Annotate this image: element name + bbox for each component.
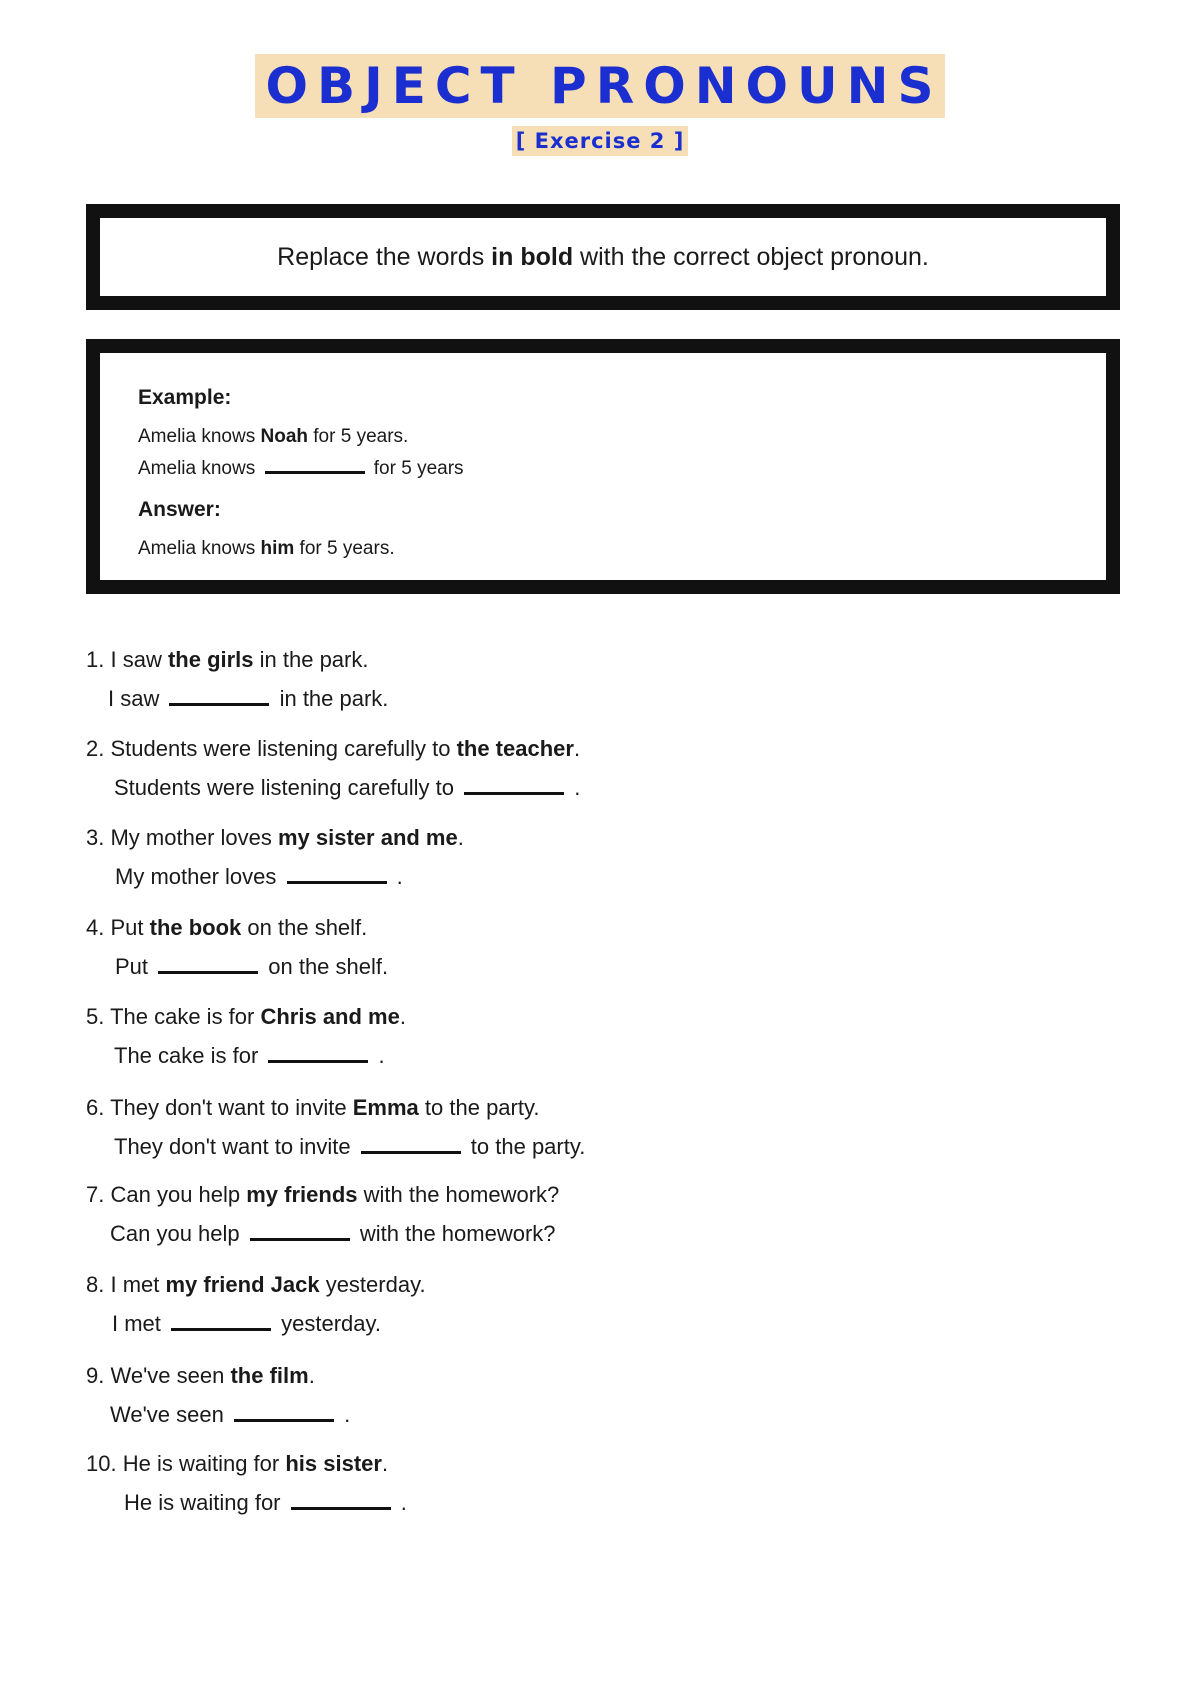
question-text: The cake is for [114,1043,265,1068]
question-item [86,1363,350,1428]
question-rewrite [86,685,388,712]
answer-text: Amelia knows [138,538,261,559]
answer-sentence [138,533,1106,565]
question-text: We've seen [110,1402,230,1427]
question-text: . [573,736,581,761]
question-text: Students were listening carefully to [114,775,461,800]
question-text: yesterday. [275,1311,381,1336]
question-bold: the teacher [456,736,574,761]
question-text: . [394,1490,407,1515]
answer-bold: him [260,538,295,559]
question-text: on the shelf. [262,954,389,979]
example-blank-sentence [138,453,1106,485]
answer-blank [287,863,387,884]
instructions-text [277,243,929,272]
answer-blank [464,774,564,795]
example-text: for 5 years. [308,426,409,447]
question-rewrite [86,774,580,801]
question-text: . [337,1402,351,1427]
example-text: for 5 years [368,458,464,479]
answer-blank [250,1220,350,1241]
question-text: They don't want to invite [114,1134,357,1159]
answer-blank [171,1310,271,1331]
question-rewrite [86,953,388,980]
question-bold: the girls [167,647,254,672]
question-rewrite [86,1133,585,1160]
question-number: 5. [86,1004,105,1029]
question-rewrite [86,1220,559,1247]
question-bold: my sister and me [277,825,458,850]
example-text: Amelia knows [138,458,261,479]
question-item [86,915,388,980]
question-item [86,1095,585,1160]
question-text: My mother loves [115,864,283,889]
instructions-text-part: with the correct object pronoun. [573,242,929,271]
question-item [86,1182,559,1247]
question-number: 9. [86,1363,105,1388]
question-text: to the party. [418,1095,540,1120]
question-rewrite [86,1310,426,1337]
question-text: on the shelf. [241,915,368,940]
question-number: 1. [86,647,105,672]
question-text: Students were listening carefully to [110,736,457,761]
question-text: . [308,1363,315,1388]
question-item [86,1272,426,1337]
instructions-box [86,204,1120,310]
question-text: Can you help [110,1182,247,1207]
question-rewrite [86,1401,350,1428]
answer-blank [361,1133,461,1154]
question-item [86,1451,407,1516]
question-bold: the book [149,915,242,940]
question-text: . [568,775,581,800]
question-bold: my friends [246,1182,358,1207]
answer-blank [291,1489,391,1510]
question-item [86,736,580,801]
question-item [86,1004,406,1069]
example-sentence [138,421,1106,453]
question-rewrite [86,1489,407,1516]
question-text: Put [115,954,155,979]
question-text: Can you help [110,1221,246,1246]
question-text: in the park. [273,686,389,711]
question-text: with the homework? [357,1182,560,1207]
exercise-subtitle: [ Exercise 2 ] [512,126,689,156]
question-rewrite [86,1042,406,1069]
question-number: 10. [86,1451,117,1476]
answer-text: for 5 years. [294,538,395,559]
question-text: . [372,1043,385,1068]
question-text: He is waiting for [124,1490,287,1515]
example-text: Amelia knows [138,426,261,447]
question-text: The cake is for [110,1004,261,1029]
example-label: Example: [138,386,232,409]
question-bold: my friend Jack [165,1272,320,1297]
question-bold: his sister [285,1451,382,1476]
question-item [86,647,388,712]
question-text: I saw [108,686,166,711]
answer-blank [268,1042,368,1063]
answer-blank [265,453,365,474]
example-box [86,339,1120,594]
question-bold: Chris and me [260,1004,400,1029]
question-text: yesterday. [319,1272,426,1297]
question-text: I met [110,1272,166,1297]
instructions-text-part: Replace the words [277,242,492,271]
question-number: 6. [86,1095,105,1120]
question-bold: Emma [352,1095,419,1120]
question-text: They don't want to invite [110,1095,353,1120]
instructions-bold: in bold [491,242,574,271]
question-text: He is waiting for [122,1451,286,1476]
question-text: Put [110,915,150,940]
question-text: . [399,1004,406,1029]
question-text: . [457,825,464,850]
question-text: . [390,864,403,889]
question-text: I saw [110,647,168,672]
question-number: 4. [86,915,105,940]
question-number: 8. [86,1272,105,1297]
question-number: 7. [86,1182,105,1207]
question-rewrite [86,863,464,890]
question-text: . [381,1451,389,1476]
question-text: I met [112,1311,168,1336]
answer-blank [158,953,258,974]
question-number: 3. [86,825,105,850]
question-text: with the homework? [353,1221,556,1246]
page-title: OBJECT PRONOUNS [255,54,944,118]
question-text: We've seen [110,1363,231,1388]
question-item [86,825,464,890]
title-container [0,54,1200,118]
example-bold: Noah [260,426,308,447]
answer-blank [169,685,269,706]
question-number: 2. [86,736,105,761]
question-text: My mother loves [110,825,278,850]
question-bold: the film [230,1363,309,1388]
question-text: in the park. [253,647,369,672]
subtitle-container [0,126,1200,156]
question-text: to the party. [464,1134,586,1159]
answer-blank [234,1401,334,1422]
answer-label: Answer: [138,498,221,521]
